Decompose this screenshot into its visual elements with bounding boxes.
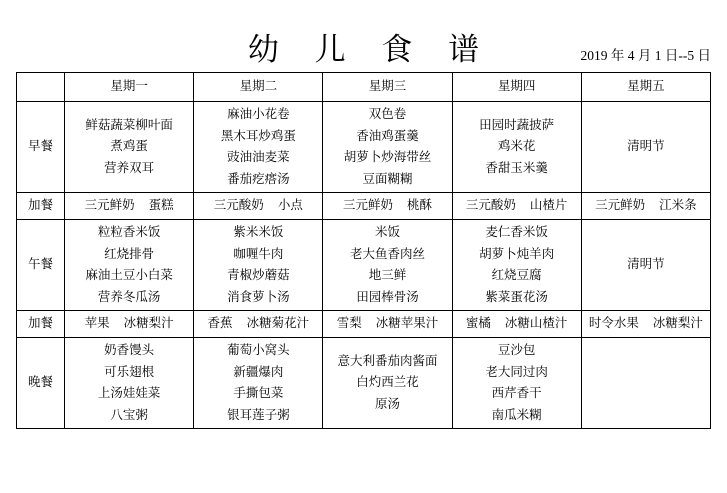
row-label-snack-am: 加餐 [17,193,65,220]
dinner-tuesday [194,338,323,429]
row-label-dinner: 晚餐 [17,338,65,429]
menu-item: 冰糖菊花汁 [246,316,310,331]
breakfast-monday [65,102,194,193]
menu-item: 原汤 [374,396,400,411]
menu-item: 番茄疙瘩汤 [227,171,290,186]
menu-item: 八宝粥 [110,407,148,422]
table-row-dinner [17,338,711,429]
menu-item: 香甜玉米羹 [485,160,548,175]
lunch-tuesday [194,220,323,311]
menu-item: 可乐翅根 [104,364,155,379]
menu-item: 煮鸡蛋 [110,139,148,154]
dinner-wednesday [323,338,452,429]
menu-item: 蜜橘 [465,316,491,331]
snack-am-tuesday [194,193,323,220]
snack-pm-monday [65,311,194,338]
menu-item: 米饭 [374,225,400,239]
day-header-friday: 星期五 [581,73,710,102]
lunch-wednesday [323,220,452,311]
menu-item: 地三鲜 [368,268,407,282]
menu-item: 冰糖梨汁 [652,316,703,331]
menu-item: 胡萝卜炒海带丝 [343,150,432,164]
menu-item: 蛋糕 [148,198,174,213]
table-row-snack-pm [17,311,711,338]
menu-item: 三元鲜奶 [595,198,646,213]
menu-item: 田园棒骨汤 [356,289,419,304]
dinner-monday [65,338,194,429]
menu-item: 新疆爆肉 [233,364,284,379]
row-label-snack-pm: 加餐 [17,311,65,338]
breakfast-friday [581,102,710,193]
breakfast-thursday [452,102,581,193]
day-header-monday: 星期一 [65,73,194,102]
lunch-friday [581,220,710,311]
title-area [0,0,727,67]
table-row-breakfast [17,102,711,193]
menu-item: 豆面糊糊 [362,171,413,186]
menu-item: 三元酸奶 [465,198,516,213]
menu-item: 上汤娃娃菜 [97,386,161,400]
menu-item: 奶香馒头 [104,343,155,357]
menu-item: 冰糖梨汁 [123,316,174,331]
menu-item: 红烧豆腐 [491,268,542,282]
snack-pm-tuesday [194,311,323,338]
snack-pm-wednesday [323,311,452,338]
snack-pm-thursday [452,311,581,338]
menu-item: 鸡米花 [497,139,536,154]
menu-item: 三元鲜奶 [84,198,135,213]
menu-item: 南瓜米糊 [491,407,542,422]
menu-item: 麻油小花卷 [227,107,290,121]
menu-item: 香蕉 [207,316,233,331]
menu-item: 紫米米饭 [233,225,284,239]
menu-item: 葡萄小窝头 [227,343,290,357]
menu-item: 山楂片 [529,198,568,213]
menu-item: 麻油土豆小白菜 [85,268,173,282]
lunch-monday [65,220,194,311]
menu-item: 意大利番茄肉酱面 [337,353,438,368]
menu-item: 黑木耳炒鸡蛋 [220,128,296,143]
snack-am-wednesday [323,193,452,220]
day-header-wednesday: 星期三 [323,73,452,102]
menu-item: 豉油油麦菜 [227,150,290,164]
menu-item: 清明节 [627,139,665,154]
snack-pm-friday [581,311,710,338]
menu-item: 红烧排骨 [104,246,155,261]
menu-item: 苹果 [84,316,110,331]
menu-item: 清明节 [627,257,665,272]
menu-item: 三元酸奶 [213,198,264,213]
menu-item: 青椒炒蘑菇 [227,268,290,282]
menu-item: 营养双耳 [104,160,155,175]
menu-item: 白灼西兰花 [356,375,419,390]
menu-item: 营养冬瓜汤 [97,289,161,304]
menu-item: 老大鱼香肉丝 [349,246,425,261]
menu-item: 消食萝卜汤 [227,289,290,304]
row-label-breakfast: 早餐 [17,102,65,193]
page-title: 幼 儿 食 谱 [247,32,494,67]
menu-item: 豆沙包 [497,343,536,357]
date-range: 2019 年 4 月 1 日--5 日 [580,48,711,63]
snack-am-friday [581,193,710,220]
menu-item: 西芹香干 [491,386,542,400]
menu-item: 胡萝卜炖羊肉 [479,246,555,261]
snack-am-thursday [452,193,581,220]
menu-item: 香油鸡蛋羹 [356,128,419,143]
weekly-menu-table [16,72,711,429]
menu-item: 银耳莲子粥 [227,407,290,422]
menu-item: 桃酥 [406,198,432,213]
day-header-tuesday: 星期二 [194,73,323,102]
snack-am-monday [65,193,194,220]
menu-item: 粒粒香米饭 [97,225,161,239]
dinner-friday [581,338,710,429]
menu-item: 田园时蔬披萨 [479,117,555,132]
lunch-thursday [452,220,581,311]
menu-item: 麦仁香米饭 [485,225,548,239]
table-header-row [17,73,711,102]
table-corner-cell [17,73,65,102]
dinner-thursday [452,338,581,429]
table-row-snack-am [17,193,711,220]
menu-item: 手撕包菜 [233,386,284,400]
menu-item: 雪梨 [336,316,362,331]
menu-item: 冰糖苹果汁 [375,316,439,331]
menu-item: 江米条 [659,198,697,213]
breakfast-wednesday [323,102,452,193]
menu-item: 小点 [277,198,303,213]
day-header-thursday: 星期四 [452,73,581,102]
breakfast-tuesday [194,102,323,193]
menu-item: 老大同过肉 [485,364,548,379]
menu-item: 三元鲜奶 [342,198,393,213]
row-label-lunch: 午餐 [17,220,65,311]
menu-item: 紫菜蛋花汤 [485,289,548,304]
menu-item: 鲜菇蔬菜柳叶面 [85,117,173,132]
menu-item: 双色卷 [368,107,407,121]
menu-item: 冰糖山楂汁 [504,316,568,331]
table-row-lunch [17,220,711,311]
menu-item: 时令水果 [588,316,639,331]
menu-item: 咖喱牛肉 [233,246,284,261]
